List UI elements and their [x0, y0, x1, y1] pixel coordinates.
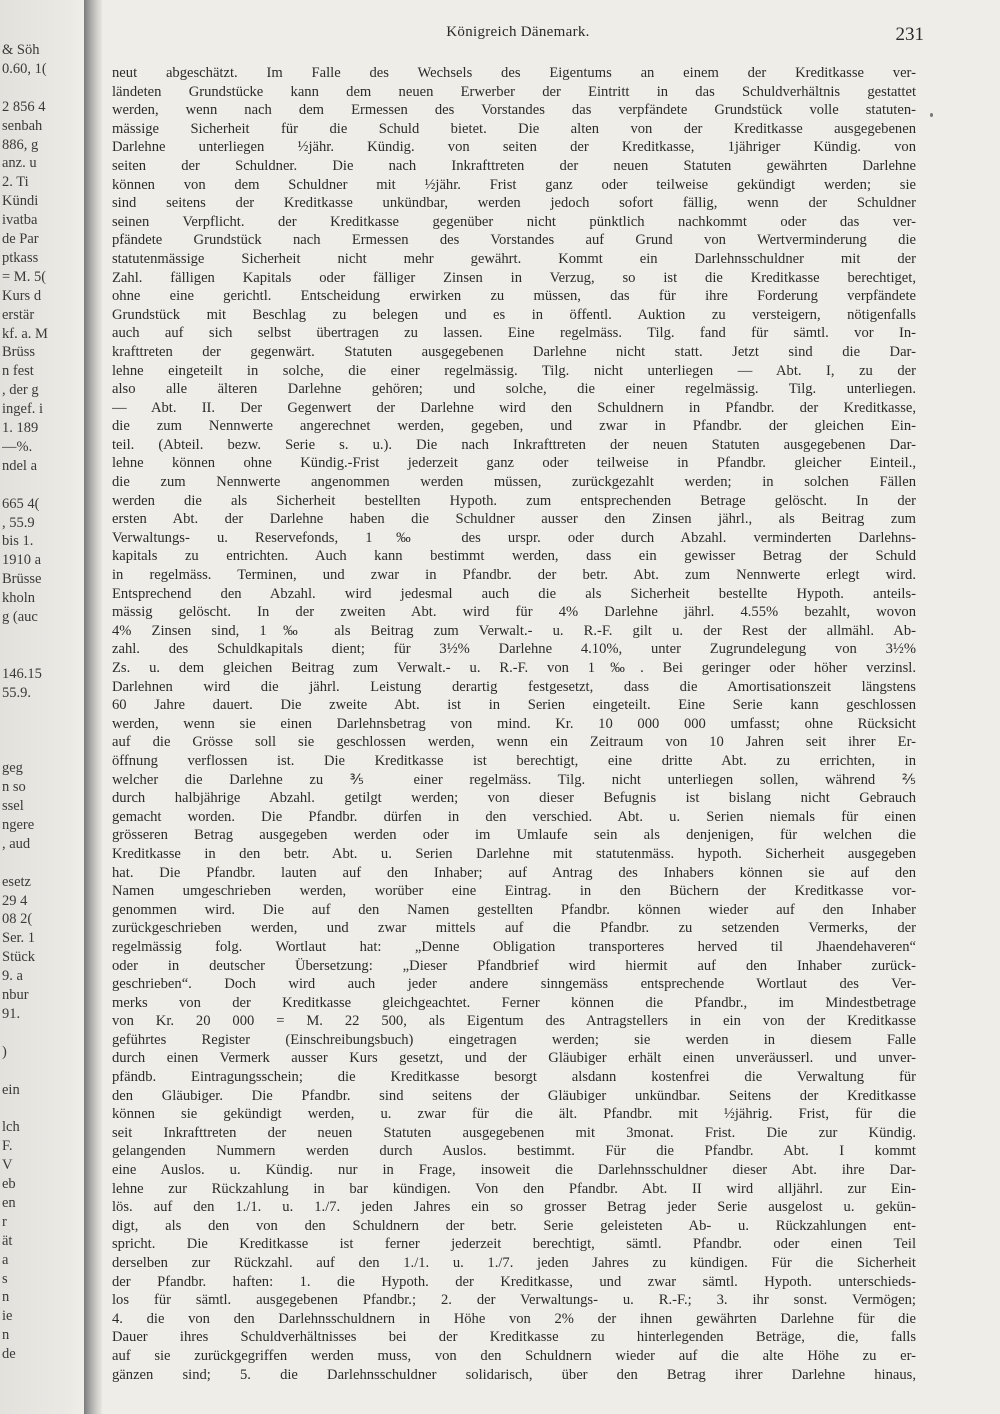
text-line: werden die als Sicherheit bestellten Hypoth. zum entsprechenden Betrage gelöscht. In der: [112, 492, 916, 509]
previous-page-fragment: 2 856 4: [2, 98, 46, 115]
text-line: lös. auf den 1./1. u. 1./7. jeden Jahres ein so grosser Betrag jeder Serie ausgelost u. gekün-: [112, 1199, 916, 1216]
page-header: [112, 24, 924, 46]
previous-page-fragment: ssel: [2, 798, 24, 814]
previous-page-fragment: ndel a: [2, 457, 38, 474]
text-line: auf die Grösse soll sie geschlossen werden, wenn ein Zeitraum von 10 Jahren seit ihrer Er-: [112, 734, 916, 751]
text-line: auch auf sich selbst übertragen zu lassen. Eine regelmäss. Tilg. fand für sämtl. vor In-: [112, 325, 916, 342]
text-line: lehne können ohne Kündig.-Frist jederzeit ganz oder teilweise in Pfandbr. gleicher Einteil.,: [112, 455, 916, 472]
text-line: zurückgeschrieben werden, und zwar mittels auf die Pfandbr. zu setzenden Vermerks, der: [112, 920, 916, 937]
previous-page-fragment: Brüsse: [2, 571, 42, 588]
text-line: ersten Abt. der Darlehne haben die Schuldner ausser den Zinsen jährl., als Beitrag zum: [112, 511, 916, 528]
previous-page-fragment: n so: [2, 779, 26, 796]
previous-page-fragment: = M. 5(: [2, 268, 47, 285]
text-line: eine Auslos. u. Kündig. nur in Frage, insoweit die Darlehnsschuldner dieser Abt. ihre Dar-: [112, 1162, 916, 1179]
previous-page-fragment: Kündi: [2, 193, 39, 210]
text-line: Darlehne unterliegen ½jähr. Kündig. von seiten der Kreditkasse, 1jähriger Kündig. von: [112, 139, 916, 156]
previous-page-fragment: 0.60, 1(: [2, 60, 47, 77]
text-line: die zum Nennwerte angenommen werden müssen, zurückgezahlt werden; in solchen Fällen: [112, 474, 916, 491]
previous-page-fragment: Brüss: [2, 344, 36, 361]
text-line: 4. die von den Darlehnsschuldnern in Höhe von 2% der ihnen gewährten Darlehne für die: [112, 1310, 916, 1327]
text-line: durch einen Vermerk ausser Kurs gesetzt, und der Gläubiger erhält einen unveräusserl. und unver-: [112, 1050, 916, 1067]
previous-page-fragment: bis 1.: [2, 533, 34, 550]
text-line: pfändete Grundstück nach Ermessen des Vorstandes auf Grund von Wertverminderung die: [112, 232, 916, 249]
text-line: neut abgeschätzt. Im Falle des Wechsels des Eigentums an einem der Kreditkasse ver-: [112, 65, 916, 81]
previous-page-fragment: 146.15: [2, 665, 42, 682]
text-line: der Pfandbr. haften: 1. die Hypoth. der Kreditkasse, und zwar sämtl. Hypoth. unterschieds-: [112, 1273, 916, 1290]
text-line: derselben zur Rückzahl. auf den 1./1. u. 1./7. jeden Jahres zu kündigen. Für die Sicherheit: [112, 1255, 916, 1271]
previous-page-fragment: en: [2, 1194, 16, 1211]
text-line: mässige Sicherheit für die Schuld bietet. Die alten von der Kreditkasse ausgegebenen: [112, 120, 916, 137]
text-line: seiten der Schuldner. Die nach Inkrafttreten der neuen Statuten gewährten Darlehne: [112, 157, 916, 174]
text-line: gelangenden Nummern werden durch Auslos. bestimmt. Für die Pfandbr. Abt. I kommt: [112, 1143, 916, 1160]
previous-page-fragment: anz. u: [2, 155, 37, 172]
text-line: öffnung verflossen ist. Die Kreditkasse ist berechtigt, eine dritte Abt. zu errichten, in: [112, 752, 916, 769]
previous-page-fragment: V: [2, 1157, 13, 1174]
text-line: Zs. u. dem gleichen Beitrag zum Verwalt.- u. R.-F. von 1‰. Bei geringer oder höher verzinsl.: [112, 660, 916, 676]
text-line: werden, wenn sie einen Darlehnsbetrag von mind. Kr. 10 000 000 umfasst; ohne Rücksicht: [112, 715, 916, 732]
previous-page-fragment: ein: [2, 1081, 20, 1098]
previous-page-fragment: ingef. i: [2, 401, 44, 418]
text-line: geschrieben“. Doch wird auch jeder andere sinngemäss entsprechende Wortlaut des Ver-: [112, 976, 916, 993]
page-number: 231: [895, 24, 924, 45]
previous-page-fragment: 1910 a: [2, 552, 42, 569]
text-line: 60 Jahre dauert. Die zweite Abt. ist in Serien eingeteilt. Eine Serie kann geschlossen: [112, 697, 916, 714]
text-line: Darlehnen wird die jährl. Leistung derartig festgesetzt, dass die Amortisationszeit längstens: [112, 678, 916, 695]
text-line: können sie gekündigt werden, u. zwar für die ält. Pfandbr. mit ½jährig. Frist, für die: [112, 1106, 916, 1123]
previous-page-fragment: ngere: [2, 816, 35, 833]
previous-page-fragment: geg: [2, 760, 23, 777]
text-line: zahl. des Schuldkapitals dient; für 3½% Darlehne 4.10%, unter Zugrundelegung von 3½%: [112, 641, 916, 658]
previous-page-fragment: , aud: [2, 835, 31, 852]
previous-page-fragment: 29 4: [2, 892, 28, 909]
text-line: spricht. Die Kreditkasse ist ferner jederzeit berechtigt, sämtl. Pfandbr. oder einen Teil: [112, 1236, 916, 1253]
text-line: von Kr. 20 000 = M. 22 500, als Eigentum des Antragstellers in ein von der Kreditkasse: [112, 1013, 916, 1030]
text-line: teil. (Abteil. bezw. Serie s. u.). Die nach Inkrafttreten der neuen Statuten ausgegebenen Dar-: [112, 436, 916, 453]
text-line: mässig gelöscht. In der zweiten Abt. wird für 4% Darlehne jährl. 4.55% bezahlt, wovon: [112, 604, 916, 621]
text-line: statutenmässige Sicherheit nicht mehr gewährt. Kommt ein Darlehnsschuldner mit der: [112, 250, 916, 267]
text-line: grösseren Betrag ausgegeben werden oder im Umlaufe sein als denjenigen, für welchen die: [112, 827, 916, 844]
book-gutter: [84, 0, 102, 1414]
text-line: regelmässig folg. Wortlaut hat: „Denne Obligation transporteres herved til Jhaendehaveren“: [112, 938, 916, 955]
text-line: werden, wenn nach dem Ermessen des Vorstandes das verpfändete Grundstück volle statuten-: [112, 102, 916, 119]
previous-page-fragment: n fest: [2, 363, 34, 380]
previous-page-fragment: ptkass: [2, 249, 39, 266]
text-line: Verwaltungs- u. Reservefonds, 1‰ des urspr. oder durch Abzahl. verminderten Darlehns-: [112, 529, 916, 546]
text-line: — Abt. II. Der Gegenwert der Darlehne wird den Schuldnern in Pfandbr. der Kreditkasse,: [112, 399, 916, 416]
previous-page-fragment: , der g: [2, 382, 39, 399]
text-line: lehne eingeteilt in solche, die einer regelmässig. Tilg. nicht unterliegen — Abt. I, zu der: [112, 362, 916, 379]
previous-page-fragment: 886, g: [2, 136, 39, 153]
previous-page-fragment: s: [2, 1270, 8, 1287]
text-line: digt, als den von den Schuldnern der betr. Serie geleisteten Ab- u. Rückzahlungen ent-: [112, 1217, 916, 1234]
previous-page-fragment: g (auc: [2, 609, 38, 625]
previous-page-fragment: esetz: [2, 873, 31, 890]
previous-page-fragment: ie: [2, 1308, 13, 1325]
text-line: kapitals zu entrichten. Auch kann bestimmt werden, dass ein gewisser Betrag der Schuld: [112, 548, 916, 565]
previous-page-fragment: senbah: [2, 117, 43, 134]
text-line: los für sämtl. ausgegebenen Pfandbr.; 2. der Verwaltungs- u. R.-F.; 3. ihr sonst. Vermögen;: [112, 1292, 916, 1309]
text-line: genommen wird. Die auf den Namen gestellten Pfandbr. können wieder auf den Inhaber: [112, 901, 916, 918]
text-line: Entsprechend den Abzahl. wird jedesmal auch die als Sicherheit bestellte Hypoth. anteils-: [112, 585, 916, 602]
text-line: lehne zur Rückzahlung in bar kündigen. Von den Pfandbr. Abt. II wird alljährl. zur Ein-: [112, 1180, 916, 1197]
running-title: Königreich Dänemark.: [446, 24, 590, 40]
margin-speck: [930, 113, 933, 117]
text-line: auf sie zurückgegriffen werden muss, von den Schuldnern wieder auf die alte Höhe zu er-: [112, 1347, 916, 1364]
previous-page-fragment: —%.: [2, 438, 33, 455]
previous-page-fragment: Stück: [2, 949, 36, 966]
previous-page-fragment: 08 2(: [2, 911, 33, 928]
text-line: Kreditkasse in den betr. Abt. u. Serien Darlehne mit statutenmäss. hypoth. Sicherheit ausgegeben: [112, 845, 916, 862]
text-line: Grundstück mit Beschlag zu belegen und es in öffentl. Auktion zu versteigern, nötigenfalls: [112, 306, 916, 323]
text-line: seinen Verpflicht. der Kreditkasse gegenüber nicht pünktlich nachkommt oder das ver-: [112, 213, 916, 230]
previous-page-fragment: ): [2, 1043, 7, 1060]
text-line: durch halbjährige Abzahl. getilgt werden; von dieser Befugnis ist bislang nicht Gebrauch: [112, 790, 916, 807]
previous-page-fragment: eb: [2, 1176, 16, 1192]
text-line: hat. Die Pfandbr. lauten auf den Inhaber; auf Antrag des Inhabers können sie auf den: [112, 864, 916, 881]
text-line: den Gläubiger. Die Pfandbr. sind seitens der Gläubiger unkündbar. Seitens der Kreditkasse: [112, 1087, 916, 1104]
previous-page-fragment: Ser. 1: [2, 930, 36, 947]
text-line: ländeten Grundstücke kann dem neuen Erwerber der Eintritt in das Schuldverhältnis gestattet: [112, 83, 916, 100]
previous-page-fragment: n: [2, 1289, 10, 1306]
previous-page-fragment: kholn: [2, 590, 36, 607]
previous-page-fragment: ivatba: [2, 212, 38, 229]
text-line: Dauer ihres Schuldverhältnisses bei der Kreditkasse zu hinterlegenden Beträge, die, falls: [112, 1329, 916, 1346]
previous-page-fragment: Kurs d: [2, 287, 42, 304]
previous-page-fragment: lch: [2, 1119, 20, 1136]
text-line: also alle älteren Darlehne gehören; und solche, die einer regelmässig. Tilg. unterliegen.: [112, 381, 916, 398]
text-line: krafttreten der gegenwärt. Statuten ausgegebenen Darlehne nicht statt. Jetzt sind die Dar-: [112, 343, 916, 360]
previous-page-fragment: & Söh: [2, 42, 40, 58]
previous-page-fragment: 1. 189: [2, 420, 39, 436]
previous-page-fragment: ät: [2, 1232, 13, 1249]
previous-page-fragment: 9. a: [2, 968, 23, 985]
text-line: merks von der Kreditkasse gleichgeachtet. Ferner können die Pfandbr., im Mindestbetrage: [112, 994, 916, 1011]
text-line: die zum Nennwerte angerechnet werden, gegeben, und zwar in Pfandbr. der gleichen Ein-: [112, 418, 916, 435]
text-line: in regelmäss. Terminen, und zwar in Pfandbr. der betr. Abt. zum Nennwerte erlegt wird.: [112, 567, 916, 584]
text-line: können von dem Schuldner mit ½jähr. Frist ganz oder teilweise gekündigt werden; sie: [112, 176, 916, 193]
previous-page-fragment: 665 4(: [2, 495, 40, 512]
text-line: pfändb. Eintragungsschein; die Kreditkasse besorgt alsdann kostenfrei die Verwaltung für: [112, 1069, 916, 1086]
text-line: gemacht worden. Die Pfandbr. dürfen in den verschied. Abt. u. Serien niemals für einen: [112, 808, 916, 825]
body-text: [112, 64, 916, 1384]
text-line: geführtes Register (Einschreibungsbuch) eingetragen werden; sie werden in diesem Falle: [112, 1031, 916, 1048]
text-line: 4% Zinsen sind, 1‰ als Beitrag zum Verwalt.- u. R.-F. gilt u. der Rest der allmähl. Ab-: [112, 622, 916, 639]
text-line: Zahl. fälligen Kapitals oder fälliger Zinsen in Verzug, so ist die Kreditkasse berechtiget,: [112, 269, 916, 286]
previous-page-fragment: nbur: [2, 987, 29, 1003]
previous-page-fragment: r: [2, 1213, 7, 1230]
previous-page-fragment: F.: [2, 1138, 13, 1155]
previous-page-fragment: n: [2, 1327, 10, 1344]
previous-page-fragment: 2. Ti: [2, 174, 29, 191]
text-line: seit Inkrafttreten der neuen Statuten ausgegebenen mit 3monat. Frist. Die zur Kündig.: [112, 1124, 916, 1141]
previous-page-fragment: , 55.9: [2, 514, 35, 531]
text-line: gänzen sind; 5. die Darlehnsschuldner solidarisch, über den Betrag ihrer Darlehne hinaus,: [112, 1366, 916, 1383]
previous-page-fragment: erstär: [2, 306, 35, 323]
text-line: sind seitens der Kreditkasse unkündbar, werden jedoch sofort fällig, wenn der Schuldner: [112, 195, 916, 212]
previous-page-fragment: 55.9.: [2, 684, 31, 701]
text-line: Namen umgeschrieben werden, worüber eine Eintrag. in den Büchern der Kreditkasse vor-: [112, 883, 916, 900]
previous-page-fragment: de Par: [2, 231, 39, 247]
previous-page-margin: [0, 0, 84, 1414]
text-line: ohne eine gerichtl. Entscheidung erwirken zu müssen, das für ihre Forderung verpfändete: [112, 288, 916, 305]
previous-page-fragment: kf. a. M: [2, 325, 48, 342]
previous-page-fragment: de: [2, 1346, 16, 1363]
previous-page-fragment: a: [2, 1251, 9, 1268]
text-line: oder in deutscher Übersetzung: „Dieser Pfandbrief wird hiermit auf den Inhaber zurück-: [112, 957, 916, 974]
previous-page-fragment: 91.: [2, 1005, 21, 1022]
text-line: welcher die Darlehne zu ⅗ einer regelmäss. Tilg. nicht unterliegen sollen, während ⅖: [112, 771, 916, 788]
